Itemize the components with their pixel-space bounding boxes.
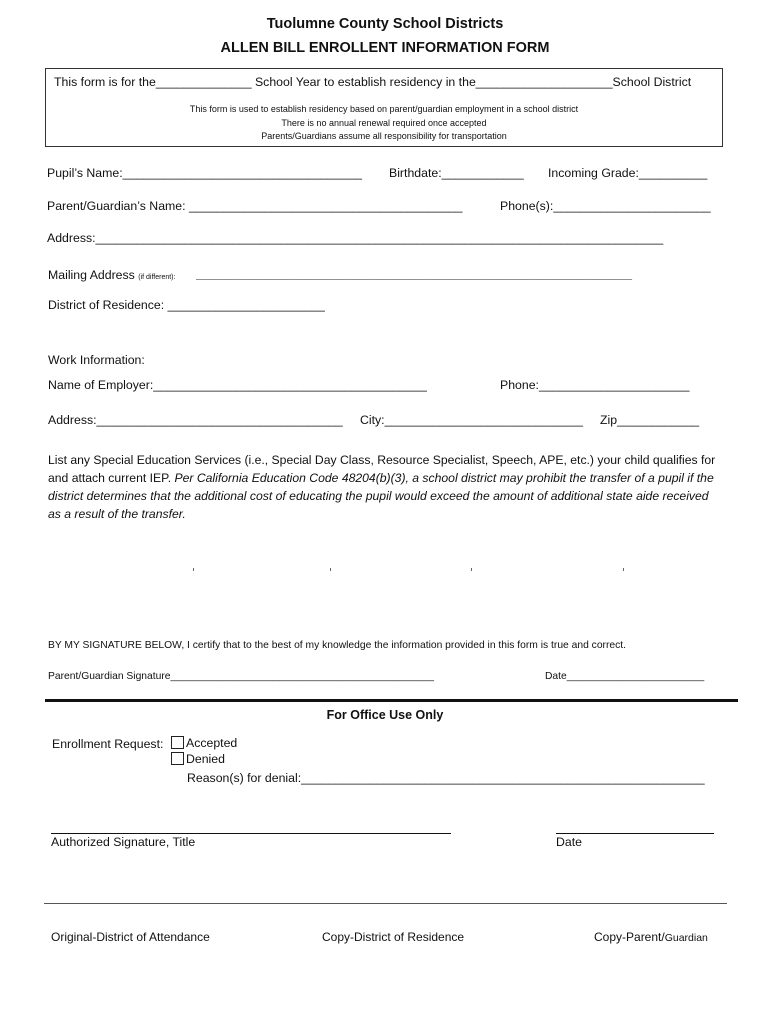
footer-guardian-text: Guardian xyxy=(664,932,708,944)
notice-line-3: Parents/Guardians assume all responsibility for transportation xyxy=(261,131,507,141)
incoming-grade-field[interactable]: Incoming Grade:__________ xyxy=(548,166,708,180)
footer-copy-parent xyxy=(594,930,708,944)
footer-divider xyxy=(44,903,727,904)
footer-copy-parent-text: Copy-Parent/ xyxy=(594,930,665,944)
notice-line-2: There is no annual renewal required once accepted xyxy=(281,118,487,128)
faint-mark xyxy=(623,568,624,571)
mailing-address-label xyxy=(48,268,175,282)
special-ed-text: List any Special Education Services (i.e., Special Day Class, Resource Specialist, Speech, APE, etc.) your child qualifies for and attach current IEP. xyxy=(48,453,716,485)
mailing-address-field[interactable]: ________________________________________________________________________________________________________________ xyxy=(196,273,633,280)
district-of-residence-field[interactable]: District of Residence: _______________________ xyxy=(48,298,325,312)
faint-mark xyxy=(193,568,194,571)
authorized-signature-label: Authorized Signature, Title xyxy=(51,835,196,849)
city-field[interactable]: City:_____________________________ xyxy=(360,413,583,427)
footer-original: Original-District of Attendance xyxy=(51,930,210,944)
office-use-heading: For Office Use Only xyxy=(326,708,444,722)
office-date-line[interactable] xyxy=(556,833,714,834)
denied-label: Denied xyxy=(186,752,225,766)
work-phone-field[interactable]: Phone:______________________ xyxy=(500,378,690,392)
office-divider xyxy=(45,699,738,702)
signature-date-field[interactable]: Date________________________ xyxy=(545,671,705,682)
faint-mark xyxy=(471,568,472,571)
work-address-field[interactable]: Address:____________________________________ xyxy=(48,413,343,427)
phones-field[interactable]: Phone(s):_______________________ xyxy=(500,199,711,213)
mailing-address-text: Mailing Address xyxy=(48,268,135,282)
accepted-option[interactable] xyxy=(171,736,237,750)
address-field[interactable]: Address:___________________________________________________________________________________ xyxy=(47,231,664,245)
certification-statement: BY MY SIGNATURE BELOW, I certify that to the best of my knowledge the information provided in this form is true and correct. xyxy=(48,640,627,651)
pupil-name-field[interactable]: Pupil’s Name:___________________________________ xyxy=(47,166,362,180)
faint-mark xyxy=(330,568,331,571)
denied-option[interactable] xyxy=(171,752,225,766)
notice-line-1: This form is used to establish residency based on parent/guardian employment in a school district xyxy=(189,104,579,114)
denial-reason-field[interactable]: Reason(s) for denial:___________________________________________________________ xyxy=(187,771,705,785)
mailing-if-different: (if different): xyxy=(138,274,176,281)
special-ed-paragraph xyxy=(48,451,723,523)
work-info-heading: Work Information: xyxy=(48,353,145,367)
office-date-label: Date xyxy=(556,835,582,849)
accepted-checkbox[interactable] xyxy=(171,736,184,749)
employer-field[interactable]: Name of Employer:________________________________________ xyxy=(48,378,427,392)
form-title-line2: ALLEN BILL ENROLLENT INFORMATION FORM xyxy=(220,40,550,56)
denied-checkbox[interactable] xyxy=(171,752,184,765)
birthdate-field[interactable]: Birthdate:____________ xyxy=(389,166,524,180)
footer-copy-residence: Copy-District of Residence xyxy=(322,930,465,944)
parent-signature-field[interactable]: Parent/Guardian Signature______________________________________________ xyxy=(48,671,434,682)
zip-field[interactable]: Zip____________ xyxy=(600,413,700,427)
authorized-signature-line[interactable] xyxy=(51,833,451,834)
form-title-line1: Tuolumne County School Districts xyxy=(266,16,504,32)
accepted-label: Accepted xyxy=(186,736,238,750)
education-code-note: Per California Education Code 48204(b)(3), a school district may prohibit the transfer of a pupil if the district determines that the additional cost of educating the pupil would exceed the amount of additional state aide received as a result of the transfer. xyxy=(48,471,714,521)
parent-name-field[interactable]: Parent/Guardian’s Name: ________________________________________ xyxy=(47,199,463,213)
school-year-field[interactable]: This form is for the______________ School Year to establish residency in the____________________School District xyxy=(54,75,692,89)
enrollment-request-label: Enrollment Request: xyxy=(52,737,164,751)
